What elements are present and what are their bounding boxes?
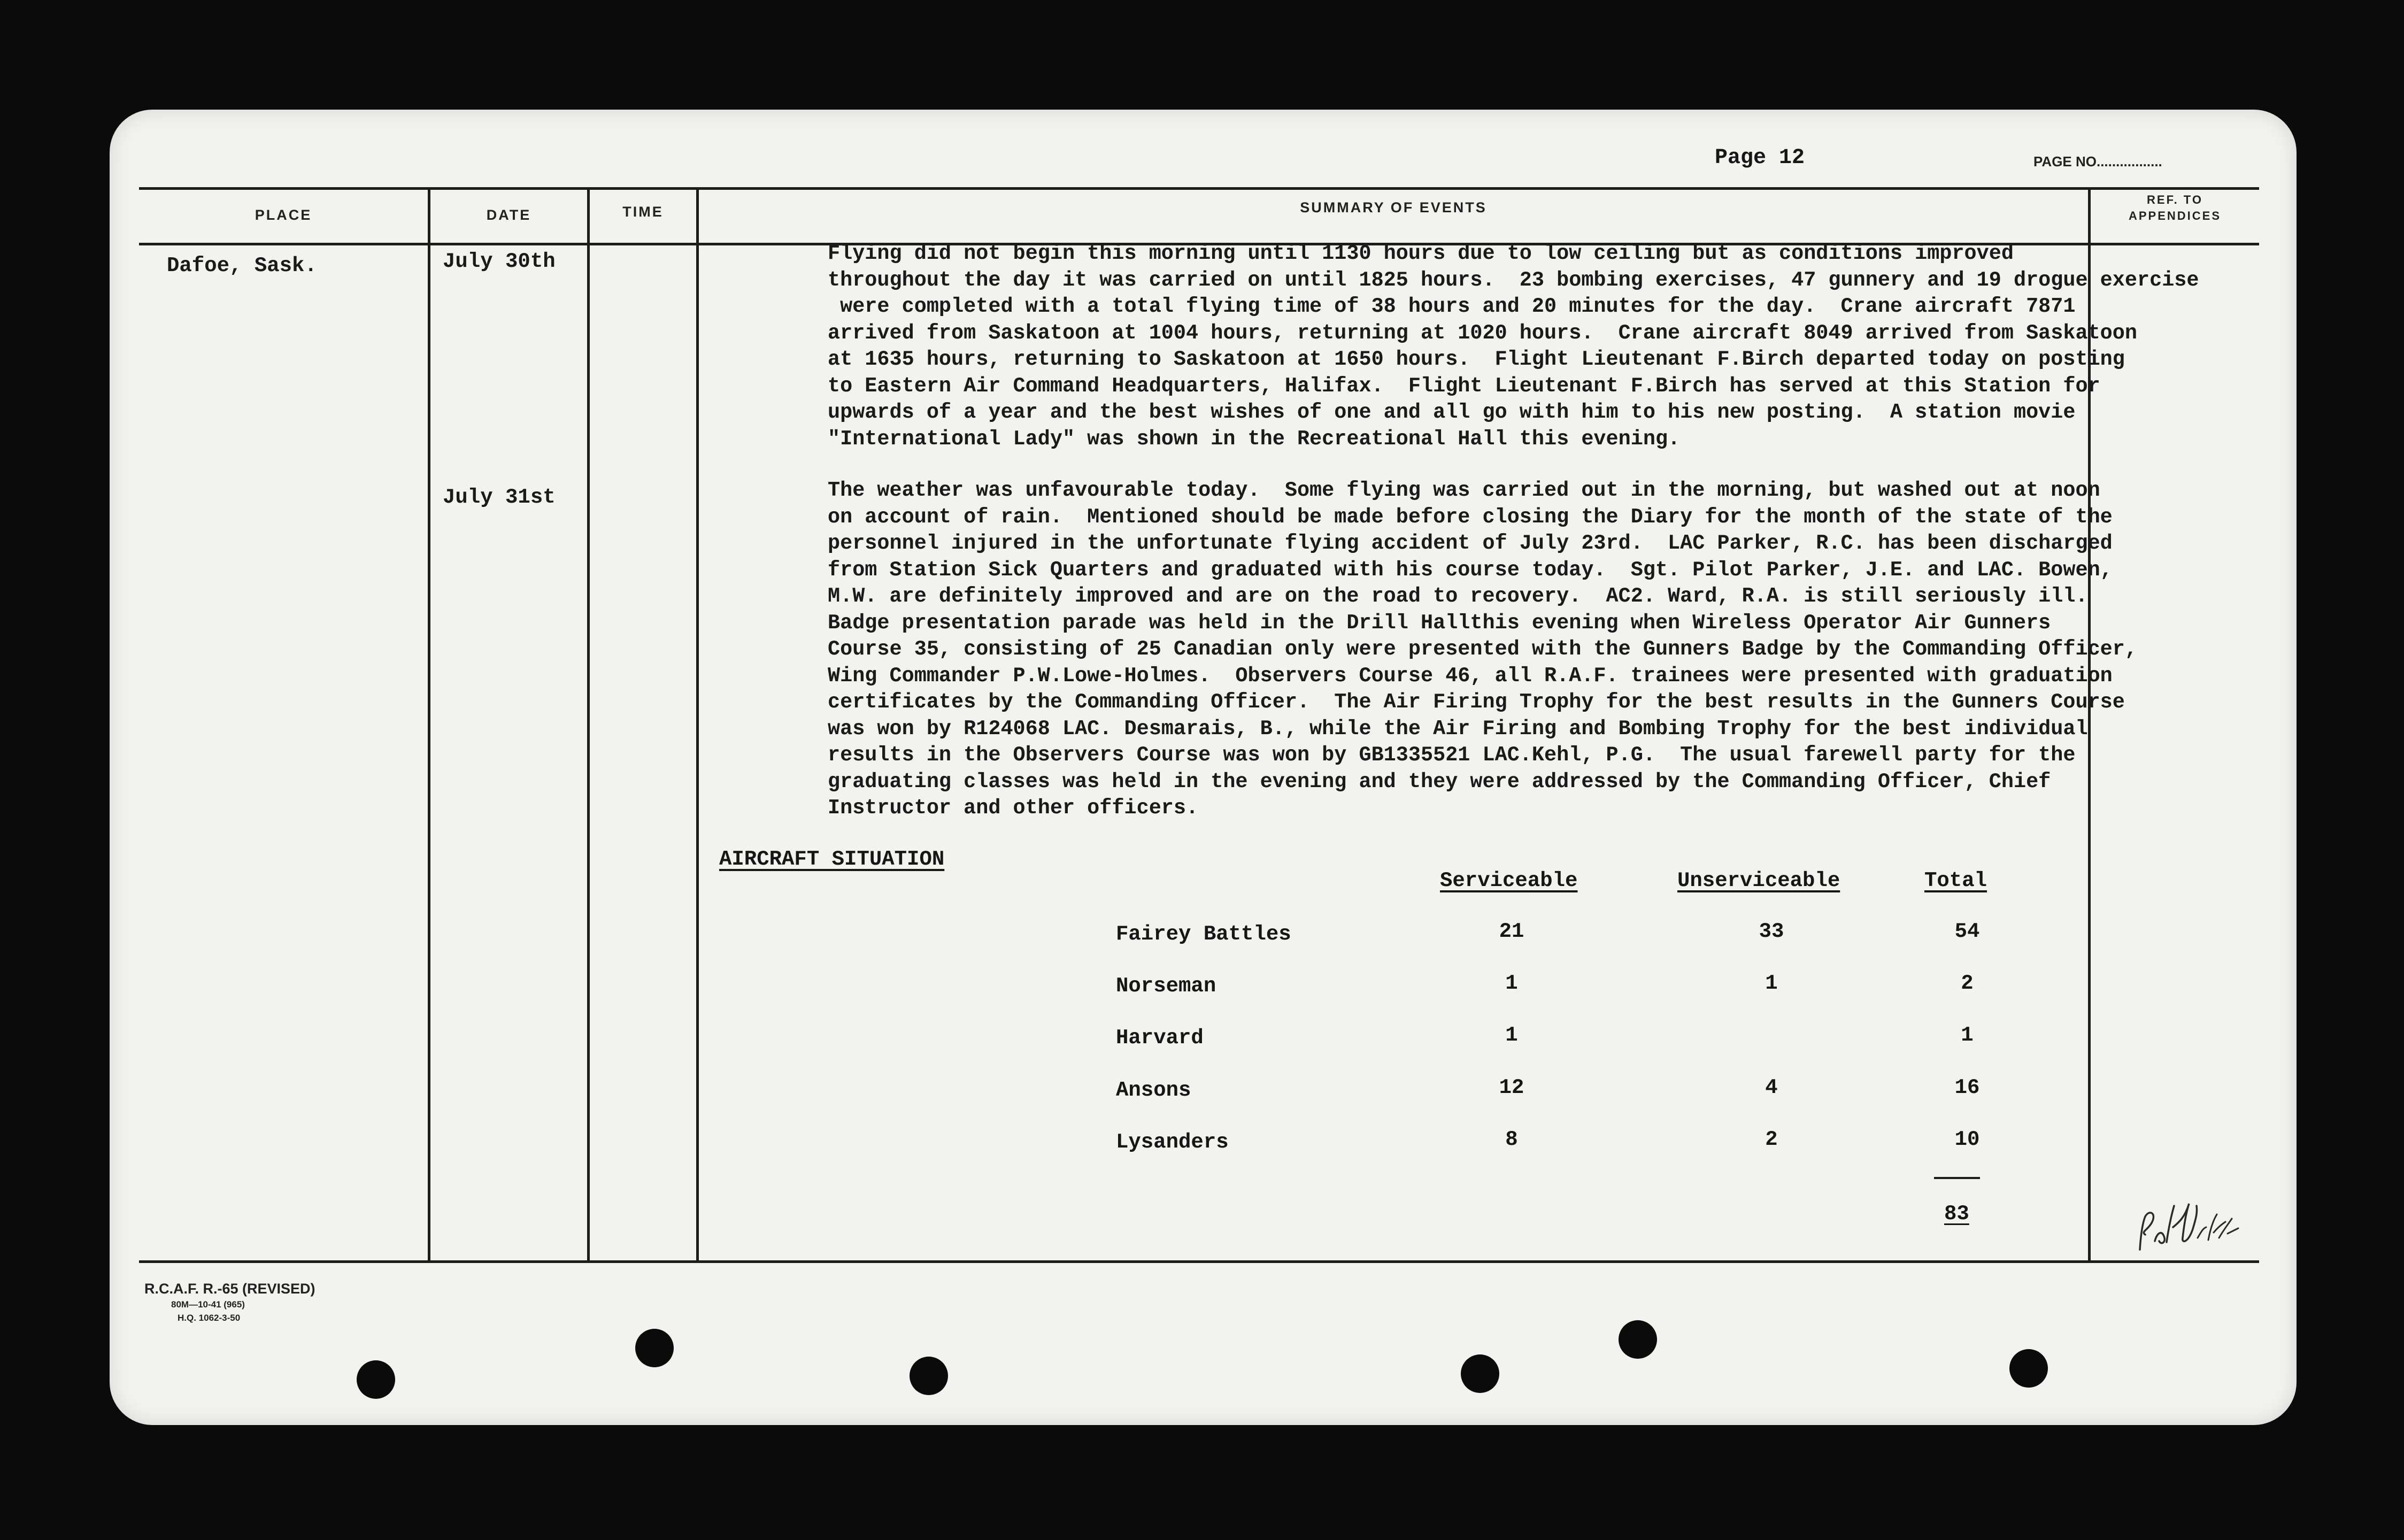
- summary-line: at 1635 hours, returning to Saskatoon at 1650 hours. Flight Lieutenant F.Birch departed today on posting: [828, 348, 2125, 371]
- summary-line: "International Lady" was shown in the Recreational Hall this evening.: [828, 427, 1681, 451]
- col-divider-time-summary: [696, 187, 699, 1263]
- summary-line: The weather was unfavourable today. Some flying was carried out in the morning, but washed out at noon: [828, 479, 2100, 502]
- summary-line: Instructor and other officers.: [828, 796, 1199, 820]
- col-unserviceable: Unserviceable: [1677, 869, 1840, 892]
- unserviceable-count: 4: [1765, 1076, 1778, 1099]
- total-count: 10: [1954, 1128, 1980, 1151]
- aircraft-type: Ansons: [1116, 1079, 1191, 1102]
- header-time: TIME: [622, 204, 664, 220]
- table-bottom-rule: [139, 1260, 2259, 1263]
- col-serviceable: Serviceable: [1440, 869, 1578, 892]
- summary-line: on account of rain. Mentioned should be made before closing the Diary for the month of the state of the: [828, 505, 2113, 529]
- summary-line: upwards of a year and the best wishes of one and all go with him to his new posting. A station movie: [828, 401, 2076, 424]
- binder-hole: [1461, 1354, 1499, 1393]
- total-count: 16: [1954, 1076, 1980, 1099]
- entry-summary: [828, 241, 2218, 452]
- col-divider-date-time: [587, 187, 590, 1263]
- total-count: 54: [1954, 920, 1980, 943]
- header-ref-line2: APPENDICES: [2128, 209, 2222, 222]
- summary-line: from Station Sick Quarters and graduated with his course today. Sgt. Pilot Parker, J.E. and LAC. Bowen,: [828, 558, 2113, 582]
- serviceable-count: 1: [1505, 1023, 1518, 1047]
- entry-date: July 31st: [443, 486, 556, 509]
- header-ref-line1: REF. TO: [2147, 193, 2203, 206]
- serviceable-count: 21: [1499, 920, 1524, 943]
- entry-date: July 30th: [443, 250, 556, 273]
- summary-line: Flying did not begin this morning until 1130 hours due to low ceiling but as conditions improved: [828, 242, 2014, 265]
- summary-line: to Eastern Air Command Headquarters, Halifax. Flight Lieutenant F.Birch has served at this Station for: [828, 374, 2100, 398]
- aircraft-type: Norseman: [1116, 974, 1216, 998]
- header-date: DATE: [486, 207, 531, 223]
- col-divider-place-date: [428, 187, 430, 1263]
- serviceable-count: 1: [1505, 972, 1518, 995]
- form-print-line: 80M—10-41 (965): [171, 1299, 245, 1310]
- binder-hole: [910, 1357, 948, 1395]
- total-count: 2: [1961, 972, 1974, 995]
- binder-hole: [357, 1360, 395, 1399]
- binder-hole: [635, 1329, 674, 1367]
- serviceable-count: 12: [1499, 1076, 1524, 1099]
- entry-summary: [828, 478, 2218, 822]
- header-place: PLACE: [255, 207, 312, 223]
- summary-line: throughout the day it was carried on until 1825 hours. 23 bombing exercises, 47 gunnery and 19 drogue exercise: [828, 268, 2199, 292]
- binder-hole: [1619, 1320, 1657, 1359]
- unserviceable-count: 2: [1765, 1128, 1778, 1151]
- unserviceable-count: 1: [1765, 972, 1778, 995]
- binder-hole: [2009, 1349, 2048, 1388]
- header-top-rule: [139, 187, 2259, 190]
- diary-sheet: [110, 110, 2297, 1425]
- summary-line: were completed with a total flying time of 38 hours and 20 minutes for the day. Crane aircraft 7871: [828, 295, 2076, 318]
- aircraft-type: Fairey Battles: [1116, 922, 1291, 946]
- summary-line: was won by R124068 LAC. Desmarais, B., while the Air Firing and Bombing Trophy for the best individual: [828, 717, 2088, 741]
- signature-scrawl: [2133, 1190, 2240, 1259]
- aircraft-type: Harvard: [1116, 1026, 1204, 1050]
- summary-line: results in the Observers Course was won by GB1335521 LAC.Kehl, P.G. The usual farewell party for the: [828, 743, 2076, 767]
- form-hq-line: H.Q. 1062-3-50: [178, 1313, 241, 1323]
- page-no-field: PAGE NO.................: [2033, 153, 2162, 170]
- page-number-label: Page 12: [1715, 146, 1805, 170]
- header-summary: SUMMARY OF EVENTS: [1300, 199, 1487, 215]
- summary-line: certificates by the Commanding Officer. The Air Firing Trophy for the best results in the Gunners Course: [828, 690, 2125, 714]
- form-id: R.C.A.F. R.-65 (REVISED): [144, 1281, 315, 1297]
- summary-line: M.W. are definitely improved and are on the road to recovery. AC2. Ward, R.A. is still seriously ill.: [828, 584, 2088, 608]
- aircraft-type: Lysanders: [1116, 1130, 1229, 1154]
- summary-line: graduating classes was held in the evening and they were addressed by the Commanding Officer, Chief: [828, 769, 2051, 794]
- col-total: Total: [1924, 869, 1987, 892]
- summary-line: Wing Commander P.W.Lowe-Holmes. Observers Course 46, all R.A.F. trainees were presented with graduation: [828, 664, 2113, 688]
- summary-line: Course 35, consisting of 25 Canadian only were presented with the Gunners Badge by the Commanding Officer,: [828, 637, 2137, 661]
- serviceable-count: 8: [1505, 1128, 1518, 1151]
- grand-total: 83: [1944, 1202, 1969, 1226]
- unserviceable-count: 33: [1759, 920, 1784, 943]
- summary-line: personnel injured in the unfortunate flying accident of July 23rd. LAC Parker, R.C. has been discharged: [828, 532, 2113, 555]
- summary-line: Badge presentation parade was held in the Drill Hallthis evening when Wireless Operator Air Gunners: [828, 611, 2051, 635]
- total-sum-rule: [1934, 1177, 1980, 1179]
- aircraft-situation-heading: AIRCRAFT SITUATION: [719, 848, 945, 871]
- summary-line: arrived from Saskatoon at 1004 hours, returning at 1020 hours. Crane aircraft 8049 arrived from Saskatoon: [828, 321, 2137, 345]
- total-count: 1: [1961, 1023, 1974, 1047]
- entry-place: Dafoe, Sask.: [167, 254, 317, 278]
